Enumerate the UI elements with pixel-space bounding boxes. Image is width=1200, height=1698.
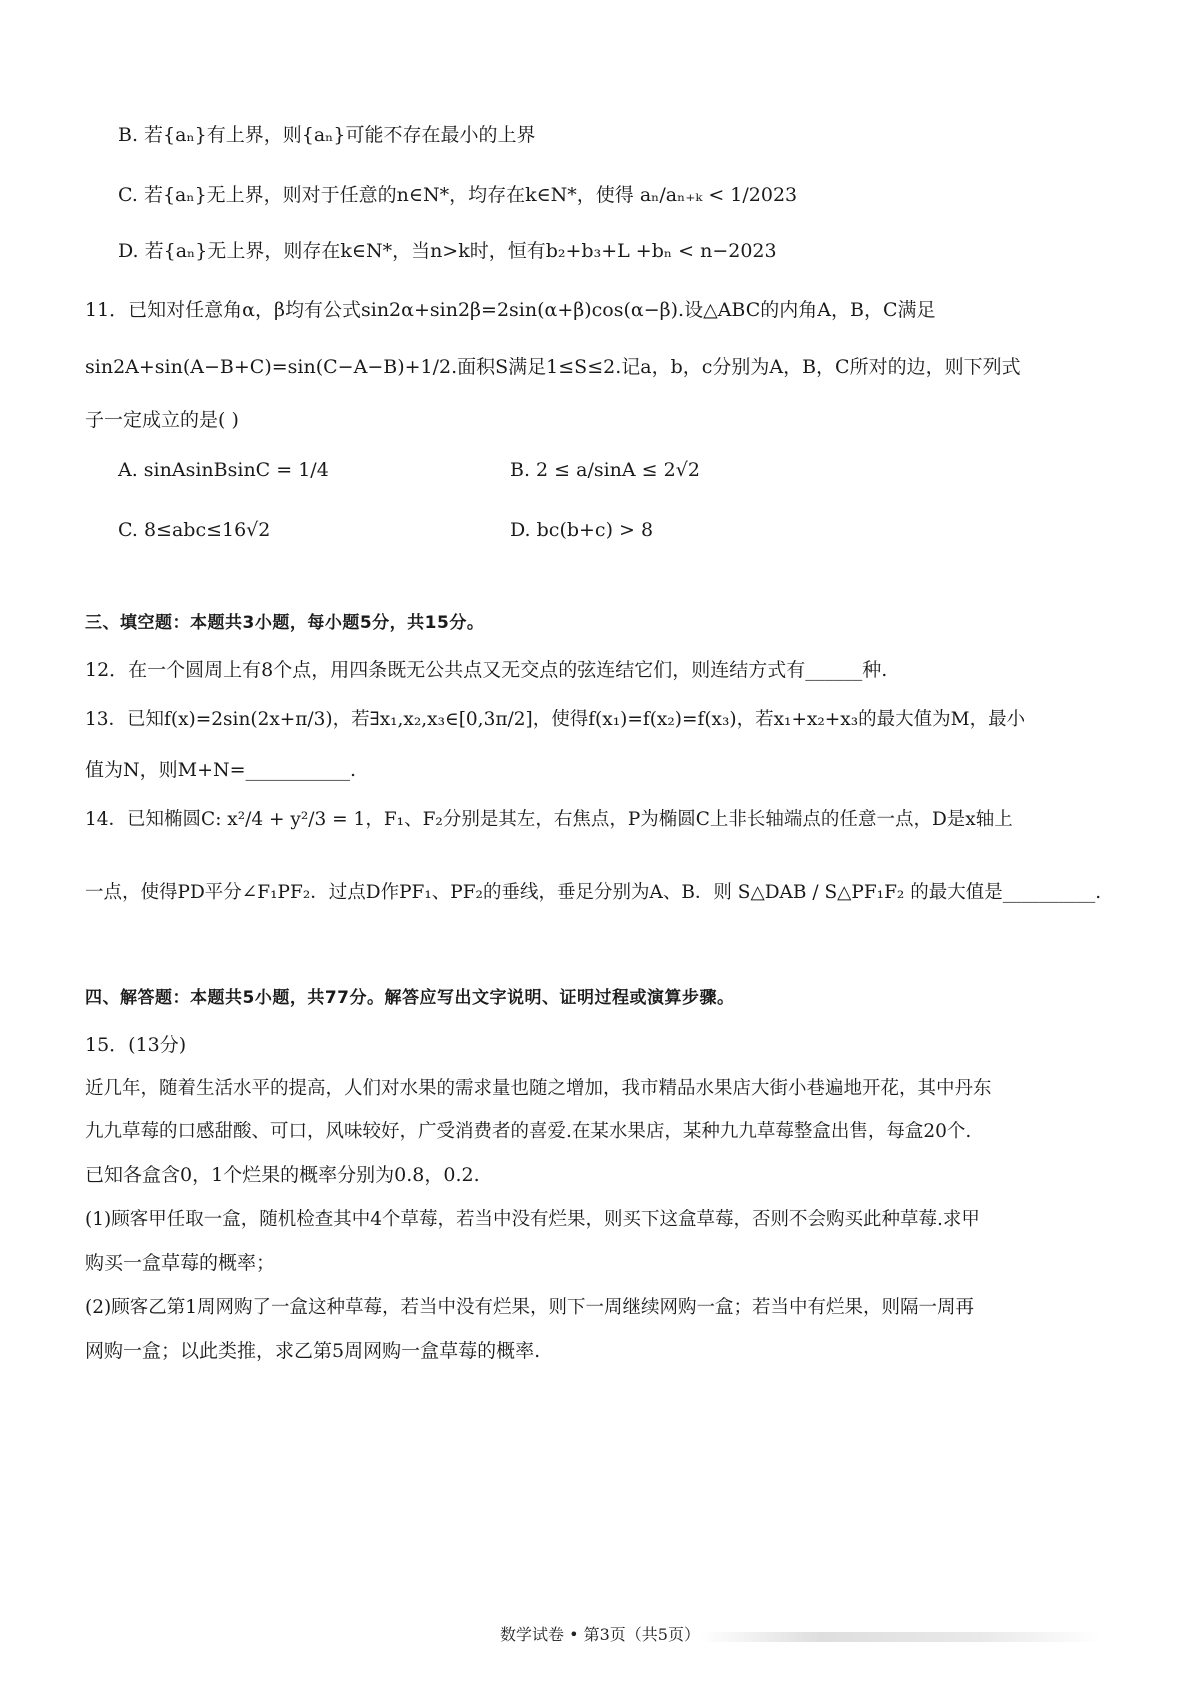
q13-line-1: 13．已知f(x)=2sin(2x+π/3)，若∃x₁,x₂,x₃∈[0,3π/2]，使得f(x₁)=f(x₂)=f(x₃)，若x₁+x₂+x₃的最大值为M，最小 <box>85 709 1026 730</box>
q15-part2-line-2: 网购一盒；以此类推，求乙第5周网购一盒草莓的概率. <box>85 1340 541 1362</box>
page-footer: 数学试卷 • 第3页（共5页） <box>500 1625 700 1644</box>
q15-paragraph-line-2: 九九草莓的口感甜酸、可口，风味较好，广受消费者的喜爱.在某水果店，某种九九草莓整盒出售，每盒20个. <box>85 1121 972 1142</box>
q10-option-c: C. 若{aₙ}无上界，则对于任意的n∈N*，均存在k∈N*，使得 aₙ/aₙ₊ₖ < 1/2023 <box>118 184 798 206</box>
q13-line-2: 值为N，则M+N=___________. <box>85 759 357 781</box>
q10-option-b: B. 若{aₙ}有上界，则{aₙ}可能不存在最小的上界 <box>118 124 536 146</box>
q11-option-d: D. bc(b+c) > 8 <box>510 519 654 541</box>
q15-paragraph-line-3: 已知各盒含0，1个烂果的概率分别为0.8，0.2. <box>85 1164 480 1186</box>
q14-line-1: 14．已知椭圆C: x²/4 + y²/3 = 1，F₁、F₂分别是其左，右焦点，P为椭圆C上非长轴端点的任意一点，D是x轴上 <box>85 809 1013 830</box>
scan-smudge <box>700 1632 1100 1642</box>
q12: 12．在一个圆周上有8个点，用四条既无公共点又无交点的弦连结它们，则连结方式有______种. <box>85 659 888 681</box>
section-3-heading: 三、填空题：本题共3小题，每小题5分，共15分。 <box>85 613 485 633</box>
q11-line-2: sin2A+sin(A−B+C)=sin(C−A−B)+1/2.面积S满足1≤S≤2.记a，b，c分别为A，B，C所对的边，则下列式 <box>85 356 1021 378</box>
q11-line-3: 子一定成立的是( ) <box>85 409 239 431</box>
q11-line-1: 11．已知对任意角α，β均有公式sin2α+sin2β=2sin(α+β)cos(α−β).设△ABC的内角A，B，C满足 <box>85 299 936 321</box>
q15-paragraph-line-1: 近几年，随着生活水平的提高，人们对水果的需求量也随之增加，我市精品水果店大街小巷遍地开花，其中丹东 <box>85 1078 992 1099</box>
section-4-heading: 四、解答题：本题共5小题，共77分。解答应写出文字说明、证明过程或演算步骤。 <box>85 988 735 1008</box>
q15-heading: 15．(13分) <box>85 1034 187 1056</box>
q15-part1-line-1: (1)顾客甲任取一盒，随机检查其中4个草莓，若当中没有烂果，则买下这盒草莓，否则不会购买此种草莓.求甲 <box>85 1209 980 1230</box>
q10-option-d: D. 若{aₙ}无上界，则存在k∈N*，当n>k时，恒有b₂+b₃+L +bₙ < n−2023 <box>118 240 777 262</box>
q15-part2-line-1: (2)顾客乙第1周网购了一盒这种草莓，若当中没有烂果，则下一周继续网购一盒；若当中有烂果，则隔一周再 <box>85 1297 974 1318</box>
q14-line-2: 一点，使得PD平分∠F₁PF₂．过点D作PF₁、PF₂的垂线，垂足分别为A、B．则 S△DAB / S△PF₁F₂ 的最大值是__________. <box>85 882 1102 903</box>
q15-part1-line-2: 购买一盒草莓的概率； <box>85 1252 276 1274</box>
q11-option-c: C. 8≤abc≤16√2 <box>118 519 271 541</box>
q11-option-b: B. 2 ≤ a/sinA ≤ 2√2 <box>510 459 700 481</box>
q11-option-a: A. sinAsinBsinC = 1/4 <box>118 459 329 481</box>
